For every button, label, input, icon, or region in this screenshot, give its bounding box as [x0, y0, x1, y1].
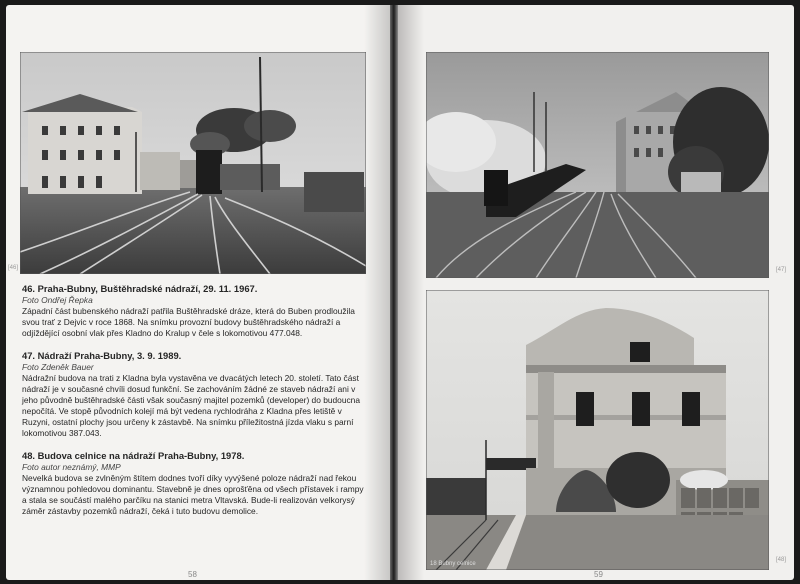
- caption-heading: 48. Budova celnice na nádraží Praha-Bubny, 1978.: [22, 450, 245, 461]
- left-page: [6, 5, 390, 580]
- page-number-left: 58: [188, 570, 197, 579]
- photo-code-46: [46]: [8, 265, 19, 271]
- photo-overlay-label: 18 Bubny celnice: [430, 561, 476, 567]
- caption-text: Nádražní budova na trati z Kladna byla vystavěna ve dvacátých letech 20. století. Tato část nádraží je v současné chvíli dosud funkční. Se zachováním žádné ze staveb nádraží ani v jeho původně buštěhradské části však současný majitel pozemků (developer) do budoucna nepočítá. Ve stopě původních kolejí má být vedena rychlodráha z Kladna přes letiště v Ruzyni, ostatní plochy jsou určeny k zástavbě. Na snímku příležitostná jízda vlaku s parní lokomotivou 387.043.: [22, 373, 360, 438]
- book-gutter: [390, 5, 398, 580]
- page-number-right: 59: [594, 570, 603, 579]
- caption-text: Nevelká budova se zvlněným štítem dodnes tvoří díky vyvýšené poloze nádraží nad řekou významnou pohledovou dominantu. Stavebně je dnes oprošťěna od všech přístavek i rampy a stala se součástí malého parčíku na stanici metra Vltavská. Bude-li realizován velkorysý záměr zástavby pozemků nádraží, čeká i tuto budovu demolice.: [22, 473, 364, 516]
- photo-47-station-steam-train: [426, 52, 769, 278]
- caption-credit: Foto Ondřej Řepka: [22, 295, 93, 305]
- right-page: [398, 5, 794, 580]
- caption-46: [22, 283, 370, 339]
- book-spread: [6, 5, 794, 580]
- photo-code-47: [47]: [776, 267, 787, 273]
- caption-47: [22, 350, 370, 439]
- caption-text: Západní část bubenského nádraží patřila Buštěhradské dráze, která do Buben prodloužila svou trať z Dejvic v roce 1868. Na snímku provozní budovy buštěhradského nádraží a odjíždějící osobní vlak přes Kladno do Kralup v čele s lokomotivou 477.048.: [22, 306, 355, 338]
- caption-heading: 47. Nádraží Praha-Bubny, 3. 9. 1989.: [22, 350, 182, 361]
- caption-heading: 46. Praha-Bubny, Buštěhradské nádraží, 29. 11. 1967.: [22, 283, 258, 294]
- caption-credit: Foto autor neznámý, MMP: [22, 462, 121, 472]
- photo-46-bustehrad-station: [20, 52, 366, 274]
- photo-code-48: [48]: [776, 557, 787, 563]
- caption-48: [22, 450, 370, 517]
- caption-credit: Foto Zdeněk Bauer: [22, 362, 94, 372]
- photo-48-customs-building: [426, 290, 769, 570]
